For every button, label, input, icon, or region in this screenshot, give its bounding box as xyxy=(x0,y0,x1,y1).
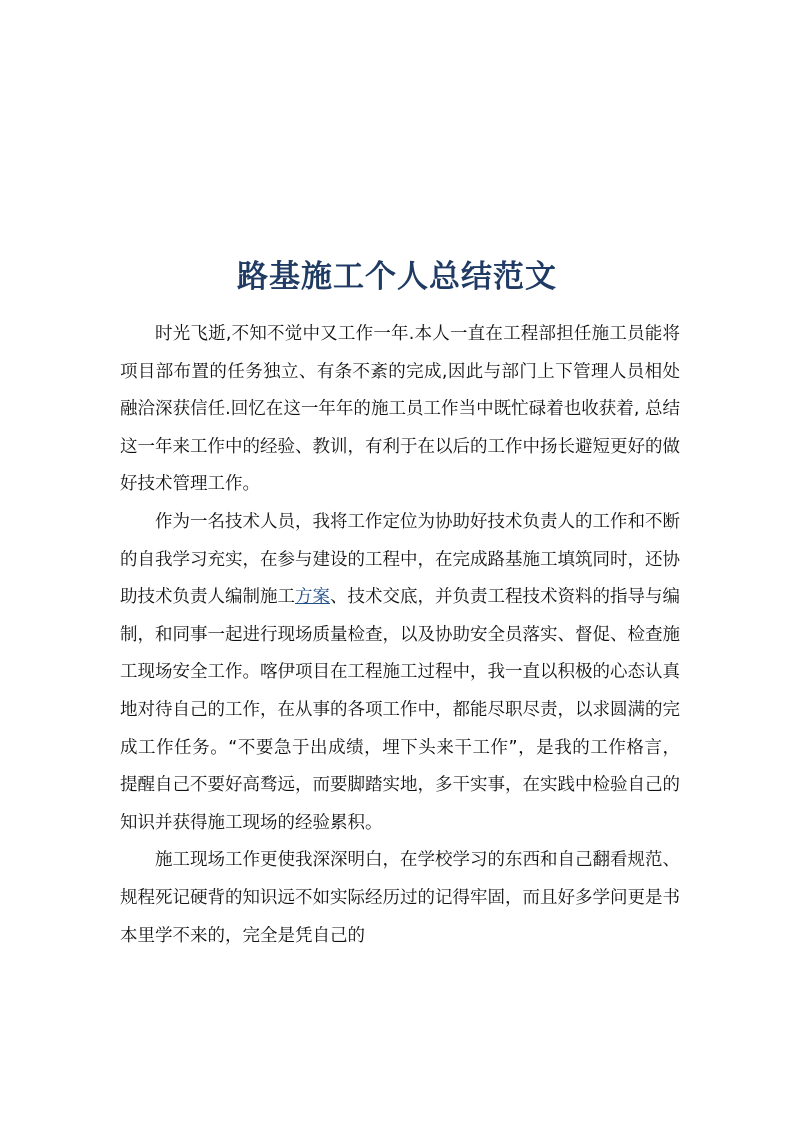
paragraph-1: 时光飞逝,不知不觉中又工作一年.本人一直在工程部担任施工员能将项目部布置的任务独立、有条不紊的完成,因此与部门上下管理人员相处融洽深获信任.回忆在这一年年的施工员工作当中既忙碌着也收获着, 总结这一年来工作中的经验、教训，有利于在以后的工作中扬长避短更好的做好技术管理工作。 xyxy=(120,324,680,495)
document-title: 路基施工个人总结范文 xyxy=(237,259,557,295)
paragraph-2-text-after-link: 、技术交底，并负责工程技术资料的指导与编制，和同事一起进行现场质量检查，以及协助安全员落实、督促、检查施工现场安全工作。喀伊项目在工程施工过程中，我一直以积极的心态认真地对待自己的工作，在从事的各项工作中，都能尽职尽责，以求圆满的完成工作任务。“不要急于出成绩，埋下头来干工作”，是我的工作格言，提醒自己不要好高骛远，而要脚踏实地，多干实事，在实践中检验自己的知识并获得施工现场的经验累积。 xyxy=(120,587,680,833)
paragraph-2-text-before-link: 作为一名技术人员，我将工作定位为协助好技术负责人的工作和不断的自我学习充实，在参与建设的工程中，在完成路基施工填筑同时，还协助技术负责人编制施工 xyxy=(120,511,680,608)
paragraph-2 xyxy=(120,504,680,842)
paragraph-3: 施工现场工作更使我深深明白，在学校学习的东西和自己翻看规范、规程死记硬背的知识远不如实际经历过的记得牢固，而且好多学问更是书本里学不来的，完全是凭自己的 xyxy=(120,850,680,946)
scheme-link[interactable]: 方案 xyxy=(295,587,330,608)
document-body xyxy=(120,316,680,955)
